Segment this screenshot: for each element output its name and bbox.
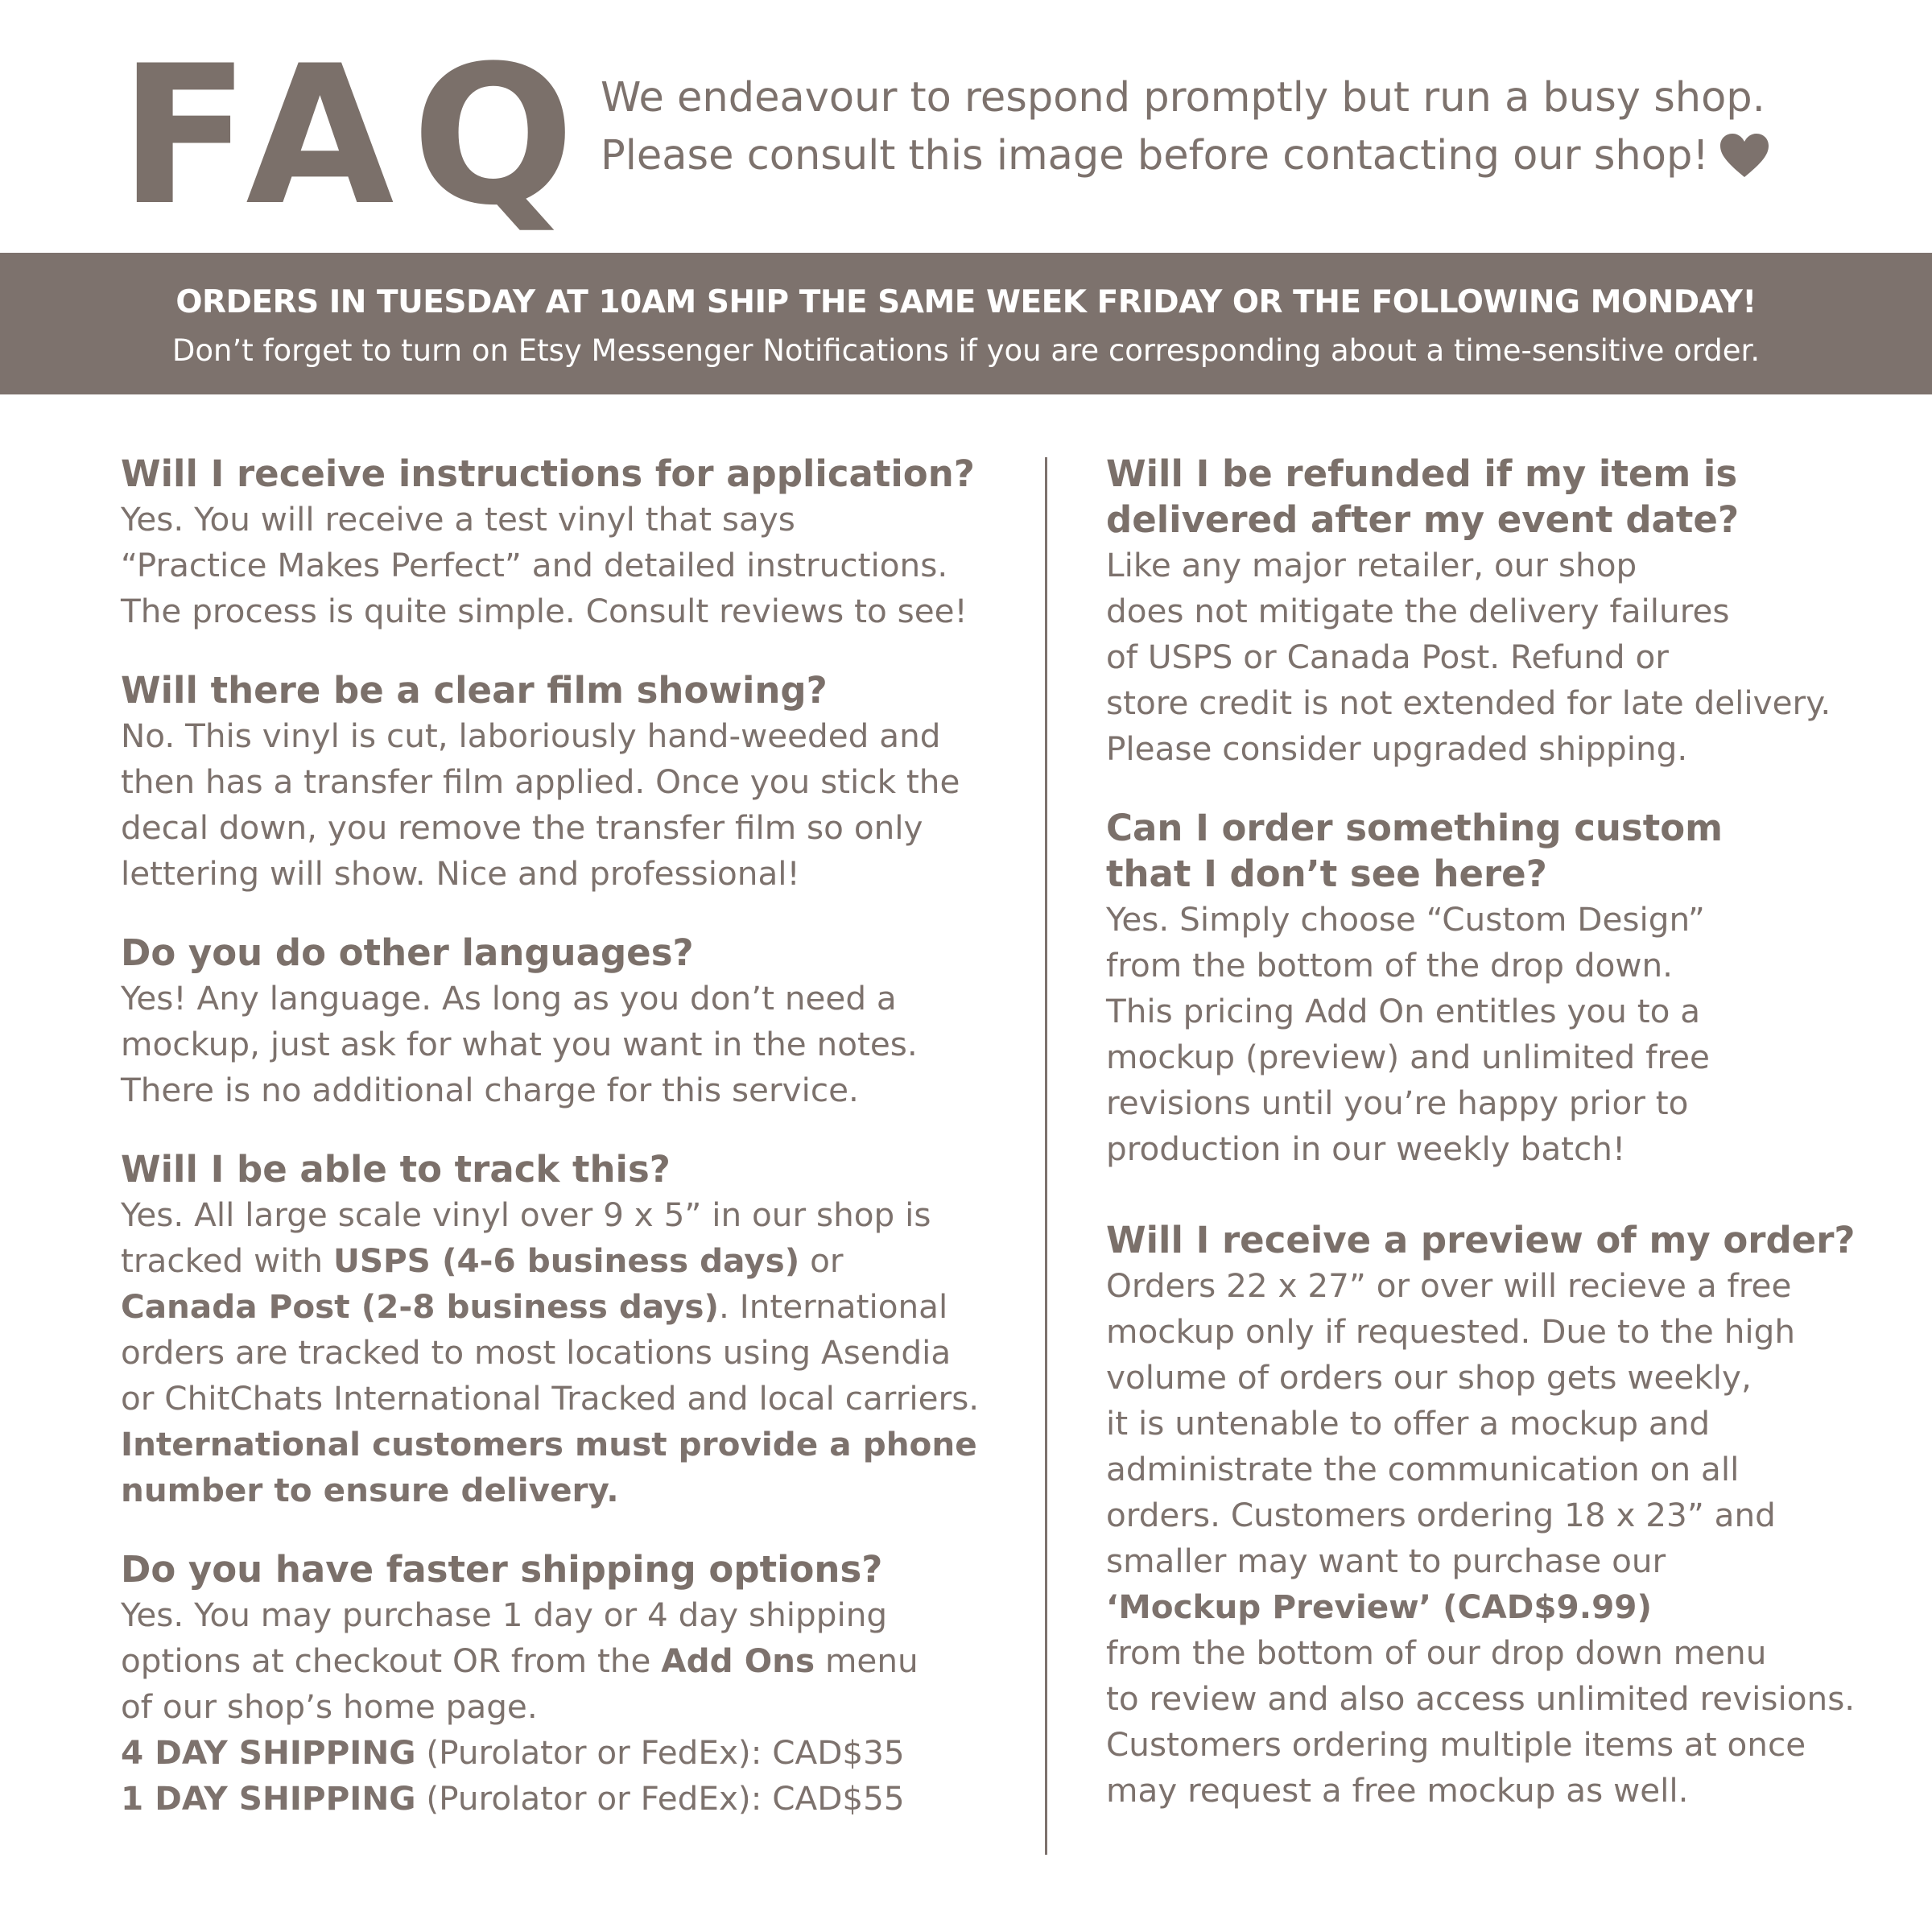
text-span: menu	[815, 1641, 919, 1680]
faq-question: Will I be refunded if my item is	[1106, 452, 1738, 495]
faq-item	[1106, 451, 1911, 772]
faq-answer-line: Yes. Simply choose “Custom Design”	[1106, 900, 1705, 939]
faq-question: Can I order something custom	[1106, 807, 1724, 849]
faq-item	[121, 930, 1030, 1113]
text-span: . International	[719, 1287, 948, 1326]
banner-title: ORDERS IN TUESDAY AT 10AM SHIP THE SAME WEEK FRIDAY OR THE FOLLOWING MONDAY!	[175, 284, 1757, 320]
faq-answer-line	[121, 1776, 1030, 1822]
faq-question: Will I receive a preview of my order?	[1106, 1219, 1856, 1261]
faq-question: delivered after my event date?	[1106, 498, 1740, 541]
text-span: or	[799, 1241, 844, 1280]
faq-answer-line: mockup only if requested. Due to the high	[1106, 1312, 1796, 1351]
faq-item	[121, 1546, 1030, 1822]
faq-answer-line	[121, 1422, 1030, 1468]
emphasis-text: USPS (4-6 business days)	[332, 1241, 800, 1280]
faq-item	[121, 1146, 1030, 1513]
faq-answer-line: production in our weekly batch!	[1106, 1129, 1626, 1168]
text-span: tracked with	[121, 1241, 333, 1280]
faq-answer-line: lettering will show. Nice and professional!	[121, 854, 800, 893]
intro-line-text: Please consult this image before contacting our shop!	[601, 132, 1709, 180]
faq-answer-line: or ChitChats International Tracked and local carriers.	[121, 1379, 980, 1418]
faq-answer-line: There is no additional charge for this service.	[121, 1071, 859, 1109]
faq-item	[1106, 805, 1911, 1172]
faq-answer-line: from the bottom of our drop down menu	[1106, 1633, 1767, 1672]
page-title: FAQ	[119, 25, 592, 248]
shipping-banner	[0, 253, 1932, 394]
faq-answer-line: does not mitigate the delivery failures	[1106, 592, 1730, 630]
faq-answer-line: orders are tracked to most locations using Asendia	[121, 1333, 952, 1372]
intro-line: We endeavour to respond promptly but run a busy shop.	[601, 74, 1765, 122]
faq-answer-line: may request a free mockup as well.	[1106, 1771, 1689, 1810]
text-span: (Purolator or FedEx): CAD$55	[415, 1779, 905, 1818]
faq-answer-line: it is untenable to offer a mockup and	[1106, 1404, 1711, 1443]
faq-question: Will I be able to track this?	[121, 1148, 671, 1191]
faq-answer-line: Like any major retailer, our shop	[1106, 546, 1637, 584]
intro-text	[601, 69, 1905, 185]
emphasis-text: 1 DAY SHIPPING	[121, 1779, 416, 1818]
faq-answer-line	[121, 1468, 1030, 1513]
faq-answer-line	[1106, 1584, 1911, 1630]
emphasis-text: Add Ons	[661, 1641, 815, 1680]
faq-answer-line: mockup, just ask for what you want in the notes.	[121, 1025, 918, 1063]
faq-answer-line	[121, 1238, 1030, 1284]
faq-answer-line: then has a transfer film applied. Once you stick the	[121, 762, 960, 801]
faq-answer-line: of our shop’s home page.	[121, 1687, 538, 1726]
emphasis-text: Canada Post (2-8 business days)	[121, 1287, 720, 1326]
faq-answer-line: mockup (preview) and unlimited free	[1106, 1038, 1710, 1076]
faq-item	[121, 451, 1030, 634]
faq-question: Do you do other languages?	[121, 931, 694, 974]
emphasis-text: ‘Mockup Preview’ (CAD$9.99)	[1106, 1587, 1652, 1626]
column-divider	[1045, 457, 1047, 1855]
faq-answer-line: Please consider upgraded shipping.	[1106, 729, 1688, 768]
emphasis-text: 4 DAY SHIPPING	[121, 1733, 416, 1772]
right-column	[1106, 451, 1911, 1814]
faq-answer-line: Orders 22 x 27” or over will recieve a free	[1106, 1266, 1792, 1305]
emphasis-text: number to ensure delivery.	[121, 1471, 619, 1509]
faq-answer-line: Yes. You will receive a test vinyl that says	[121, 500, 795, 539]
faq-answer-line: to review and also access unlimited revisions.	[1106, 1679, 1856, 1718]
faq-answer-line: No. This vinyl is cut, laboriously hand-weeded and	[121, 716, 941, 755]
faq-question: Do you have faster shipping options?	[121, 1548, 883, 1591]
faq-answer-line: Customers ordering multiple items at once	[1106, 1725, 1806, 1764]
heart-icon	[1719, 132, 1770, 179]
faq-answer-line: administrate the communication on all	[1106, 1450, 1740, 1488]
faq-answer-line: This pricing Add On entitles you to a	[1106, 992, 1701, 1030]
left-column	[121, 451, 1030, 1822]
faq-answer-line: from the bottom of the drop down.	[1106, 946, 1674, 985]
faq-answer-line	[121, 1638, 1030, 1684]
faq-question: Will there be a clear film showing?	[121, 669, 828, 712]
faq-answer-line	[121, 1730, 1030, 1776]
faq-answer-line: of USPS or Canada Post. Refund or	[1106, 638, 1669, 676]
intro-line	[601, 127, 1905, 185]
faq-answer-line: decal down, you remove the transfer film so only	[121, 808, 923, 847]
faq-question: that I don’t see here?	[1106, 852, 1547, 895]
text-span: options at checkout OR from the	[121, 1641, 662, 1680]
faq-answer-line: smaller may want to purchase our	[1106, 1542, 1666, 1580]
faq-item	[1106, 1217, 1911, 1814]
faq-answer-line: Yes. All large scale vinyl over 9 x 5” in our shop is	[121, 1195, 931, 1234]
faq-question: Will I receive instructions for application?	[121, 452, 975, 495]
faq-answer-line	[121, 1284, 1030, 1330]
faq-item	[121, 667, 1030, 897]
faq-answer-line: revisions until you’re happy prior to	[1106, 1084, 1689, 1122]
faq-answer-line: orders. Customers ordering 18 x 23” and	[1106, 1496, 1776, 1534]
faq-answer-line: The process is quite simple. Consult reviews to see!	[121, 592, 968, 630]
faq-answer-line: Yes! Any language. As long as you don’t need a	[121, 979, 897, 1018]
banner-subtitle: Don’t forget to turn on Etsy Messenger Notifications if you are corresponding about a time-sensitive order.	[171, 333, 1761, 368]
text-span: (Purolator or FedEx): CAD$35	[415, 1733, 905, 1772]
faq-answer-line: Yes. You may purchase 1 day or 4 day shipping	[121, 1596, 888, 1634]
faq-answer-line: store credit is not extended for late delivery.	[1106, 683, 1831, 722]
faq-answer-line: volume of orders our shop gets weekly,	[1106, 1358, 1752, 1397]
faq-answer-line: “Practice Makes Perfect” and detailed instructions.	[121, 546, 948, 584]
emphasis-text: International customers must provide a phone	[121, 1425, 977, 1463]
